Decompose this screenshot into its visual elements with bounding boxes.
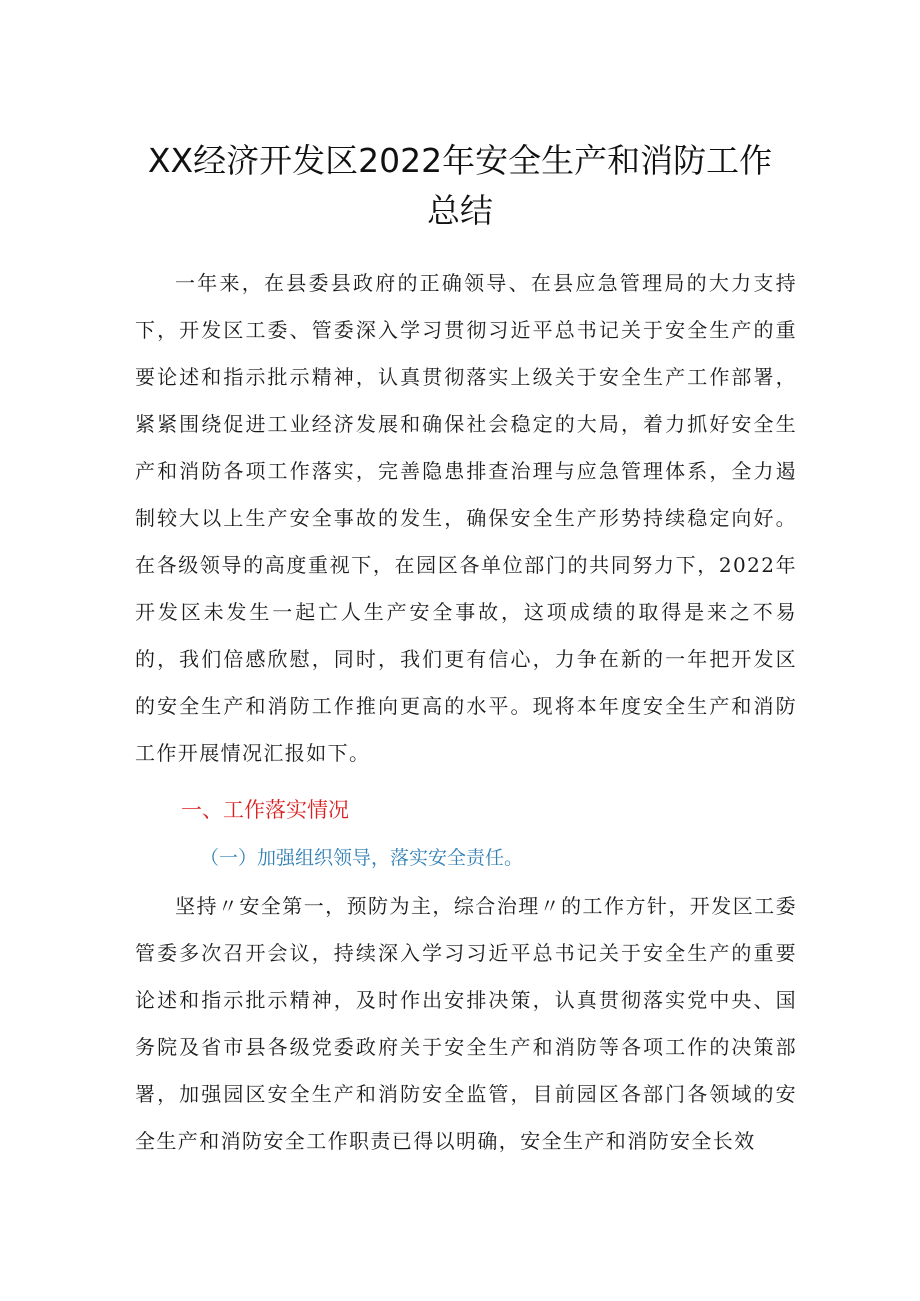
body-paragraph-2: 坚持〃安全第一，预防为主，综合治理〃的工作方针，开发区工委管委多次召开会议，持续深入学习习近平总书记关于安全生产的重要论述和指示批示精神，及时作出安排决策，认真贯彻落实党中央、国务院及省市县各级党委政府关于安全生产和消防等各项工作的决策部署，加强园区安全生产和消防安全监管，目前园区各部门各领域的安全生产和消防安全工作职责已得以明确，安全生产和消防安全长效 <box>135 894 797 1153</box>
subsection-heading-1: （一）加强组织领导，落实安全责任。 <box>200 847 524 869</box>
document-title-line-2: 总结 <box>427 191 493 230</box>
section-heading-1: 一、工作落实情况 <box>181 798 349 822</box>
intro-paragraph: 一年来，在县委县政府的正确领导、在县应急管理局的大力支持下，开发区工委、管委深入学习贯彻习近平总书记关于安全生产的重要论述和指示批示精神，认真贯彻落实上级关于安全生产工作部署，紧紧围绕促进工业经济发展和确保社会稳定的大局，着力抓好安全生产和消防各项工作落实，完善隐患排查治理与应急管理体系，全力遏制较大以上生产安全事故的发生，确保安全生产形势持续稳定向好。在各级领导的高度重视下，在园区各单位部门的共同努力下，2022年开发区未发生一起亡人生产安全事故，这项成绩的取得是来之不易的，我们倍感欣慰，同时，我们更有信心，力争在新的一年把开发区的安全生产和消防工作推向更高的水平。现将本年度安全生产和消防工作开展情况汇报如下。 <box>135 271 797 765</box>
document-title-line-1: XX经济开发区2022年安全生产和消防工作 <box>147 141 773 180</box>
